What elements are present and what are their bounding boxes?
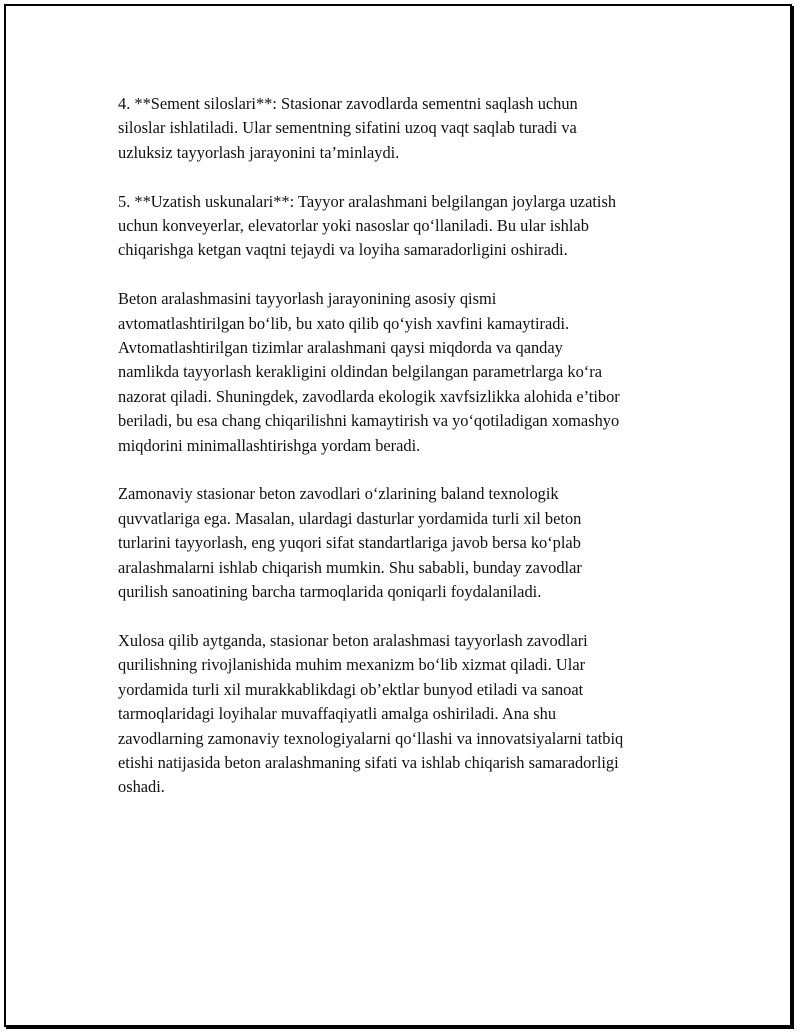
paragraph-uzatish-uskunalari: 5. **Uzatish uskunalari**: Tayyor aralashmani belgilangan joylarga uzatish uchun konveyerlar, elevatorlar yoki nasoslar qo‘llaniladi. Bu ular ishlab chiqarishga ketgan vaqtni tejaydi va loyiha samaradorligini oshiradi. xyxy=(118,191,617,260)
paragraph-sement-siloslari: 4. **Sement siloslari**: Stasionar zavodlarda sementni saqlash uchun siloslar ishlatiladi. Ular sementning sifatini uzoq vaqt saqlab turadi va uzluksiz tayyorlash jarayonini ta’minlaydi. xyxy=(118,94,578,162)
paragraph-avtomatlashtirish: Beton aralashmasini tayyorlash jarayonining asosiy qismi avtomatlashtirilgan bo‘lib, bu xato qilib qo‘yish xavfini kamaytiradi. Avtomatlashtirilgan tizimlar aralashmani qaysi miqdorda va qanday namlikda tayyorlash kerakligini oldindan belgilangan parametrlarga ko‘ra nazorat qiladi. Shuningdek, zavodlarda ekologik xavfsizlikka alohida e’tibor beriladi, bu esa chang chiqarilishni kamaytirish va yo‘qotiladigan xomashyo miqdorini minimallashtirishga yordam beradi. xyxy=(118,289,620,455)
paragraph-zamonaviy-zavodlar: Zamonaviy stasionar beton zavodlari o‘zlarining baland texnologik quvvatlariga ega. Masalan, ulardagi dasturlar yordamida turli xil beton turlarini tayyorlash, eng yuqori sifat standartlariga javob bersa ko‘plab aralashmalarni ishlab chiqarish mumkin. Shu sababli, bunday zavodlar qurilish sanoatining barcha tarmoqlarida qoniqarli foydalaniladi. xyxy=(118,484,582,602)
document-body xyxy=(118,92,688,824)
paragraph-xulosa: Xulosa qilib aytganda, stasionar beton aralashmasi tayyorlash zavodlari qurilishning rivojlanishida muhim mexanizm bo‘lib xizmat qiladi. Ular yordamida turli xil murakkablikdagi ob’ektlar bunyod etiladi va sanoat tarmoqlaridagi loyihalar muvaffaqiyatli amalga oshiriladi. Ana shu zavodlarning zamonaviy texnologiyalarni qo‘llashi va innovatsiyalarni tatbiq etishi natijasida beton aralashmaning sifati va ishlab chiqarish samaradorligi oshadi. xyxy=(118,630,624,797)
